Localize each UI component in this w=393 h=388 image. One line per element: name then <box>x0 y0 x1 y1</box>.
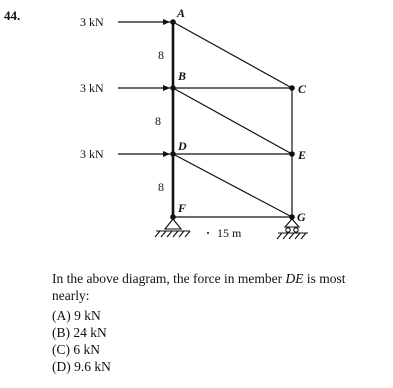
option-c: (C) 6 kN <box>52 342 100 357</box>
dimension-AB: 8 <box>158 48 164 62</box>
dimension-dot <box>207 232 209 234</box>
node-label-E: E <box>298 148 307 162</box>
member-DG <box>173 154 292 217</box>
node-label-B: B <box>178 69 187 83</box>
dimension-BD: 8 <box>155 114 161 128</box>
node-label-C: C <box>298 82 307 96</box>
joint-C <box>289 85 295 91</box>
node-label-F: F <box>178 201 187 215</box>
joint-E <box>289 151 295 157</box>
member-AC <box>173 22 292 88</box>
joint-D <box>170 151 176 157</box>
node-label-D: D <box>178 139 187 153</box>
option-a: (A) 9 kN <box>52 308 101 323</box>
joint-B <box>170 85 176 91</box>
joint-A <box>170 19 176 25</box>
load-label-B: 3 kN <box>80 81 104 95</box>
question-member: DE <box>285 271 304 286</box>
question-stem-prefix: In the above diagram, the force in member <box>52 271 286 286</box>
question-block <box>52 270 372 375</box>
option-d: (D) 9.6 kN <box>52 359 111 374</box>
question-stem-suffix: is most nearly: <box>52 271 346 303</box>
pin-support-F <box>155 219 190 237</box>
load-label-A: 3 kN <box>80 15 104 29</box>
node-label-A: A <box>177 6 186 20</box>
problem-number: 44. <box>4 8 21 23</box>
node-label-G: G <box>297 210 306 224</box>
load-label-D: 3 kN <box>80 147 104 161</box>
dimension-DF: 8 <box>158 180 164 194</box>
option-b: (B) 24 kN <box>52 325 107 340</box>
dimension-FG: 15 m <box>217 226 242 240</box>
member-BE <box>173 88 292 154</box>
question-stem <box>52 270 372 304</box>
